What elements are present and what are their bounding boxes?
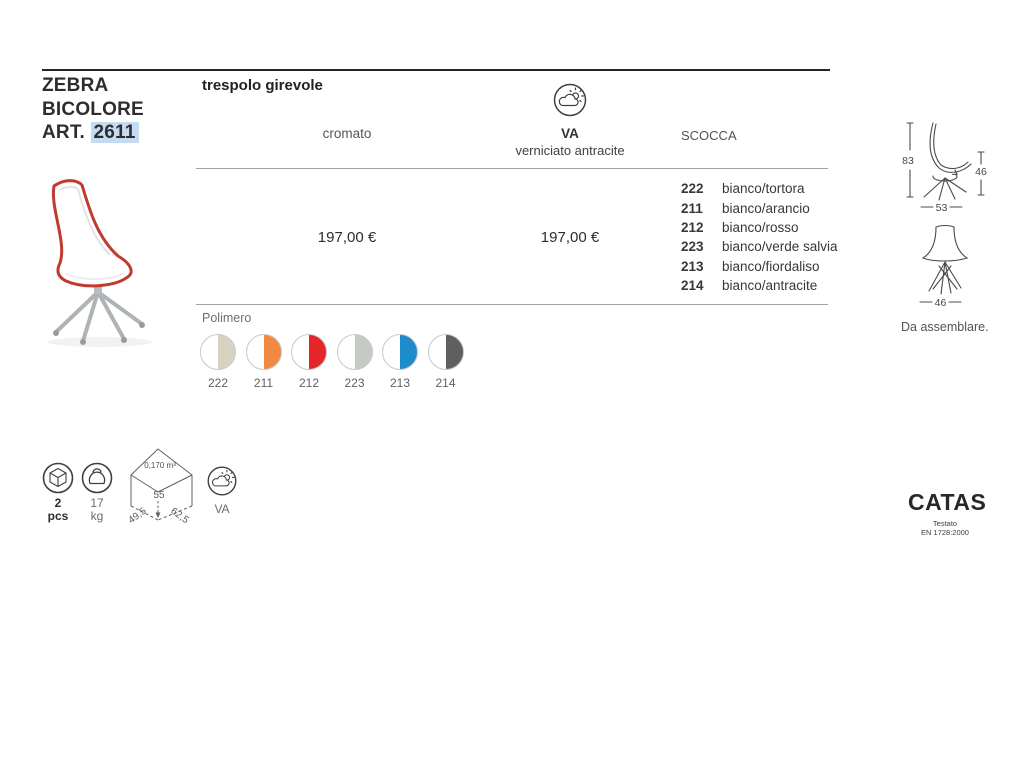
header-divider (42, 69, 830, 71)
color-swatch-212 (291, 334, 327, 390)
catas-standard-label: EN 1728:2000 (921, 528, 969, 537)
scocca-name: bianco/rosso (722, 219, 799, 235)
column-header-va: VA (561, 126, 579, 141)
color-swatch-222 (200, 334, 236, 390)
catas-certification-text (893, 519, 997, 537)
scocca-code: 214 (681, 278, 704, 294)
scocca-code: 212 (681, 219, 704, 235)
weight-unit: kg (90, 509, 104, 523)
column-subheader-va: verniciato antracite (515, 143, 625, 158)
scocca-code: 211 (681, 200, 703, 216)
swatch-code: 212 (298, 376, 320, 390)
front-shell (923, 226, 967, 262)
color-swatch-213 (382, 334, 418, 390)
volume-cube-icon (122, 442, 196, 538)
catas-logo: CATAS (908, 489, 987, 515)
swatch-circle (200, 334, 236, 370)
swatch-code: 223 (344, 376, 365, 390)
catas-tested-label: Testato (932, 519, 958, 528)
dim-width: 46 (934, 297, 947, 309)
section-title: trespolo girevole (202, 77, 323, 94)
chair-shell (53, 181, 131, 286)
volume-value: 0,170 m³ (144, 461, 176, 470)
dimension-diagrams (893, 112, 1013, 312)
swatch-circle (337, 334, 373, 370)
scocca-name: bianco/arancio (722, 200, 810, 216)
scocca-option-223 (681, 237, 838, 256)
color-swatch-223 (337, 334, 373, 390)
dim-seat-height: 46 (975, 166, 987, 178)
dim-depth: 53 (935, 202, 948, 214)
column-header-cromato: cromato (322, 126, 372, 141)
scocca-option-213 (681, 257, 838, 276)
volume-height: 55 (153, 490, 165, 501)
pieces-value: 2 (54, 496, 62, 510)
weather-icon-small (206, 465, 238, 497)
product-name-line2: BICOLORE (42, 98, 144, 120)
price-cromato: 197,00 € (317, 229, 377, 246)
finishes-label: Polimero (202, 311, 252, 325)
column-header-scocca: SCOCCA (681, 128, 737, 143)
table-rule-top (196, 168, 828, 169)
chair-legs (56, 292, 142, 341)
finish-code-label: VA (214, 502, 230, 516)
scocca-name: bianco/fiordaliso (722, 258, 820, 274)
box-icon (42, 462, 74, 494)
dim-height: 83 (902, 155, 914, 167)
scocca-option-211 (681, 198, 838, 217)
scocca-name: bianco/antracite (722, 278, 818, 294)
article-prefix: ART. (42, 122, 86, 143)
scocca-name: bianco/verde salvia (722, 239, 838, 255)
weight-value: 17 (90, 496, 104, 510)
swatch-circle (291, 334, 327, 370)
product-title (42, 74, 144, 145)
volume-depth: 49,5 (126, 505, 149, 527)
arrow-down (156, 513, 161, 519)
side-shell-inner (934, 124, 968, 169)
swatch-circle (246, 334, 282, 370)
pieces-unit: pcs (47, 509, 69, 523)
cloud-shape (559, 94, 578, 105)
scocca-code: 213 (681, 258, 704, 274)
color-swatch-214 (428, 334, 464, 390)
swatch-circle (428, 334, 464, 370)
scocca-options-list (681, 179, 838, 295)
chair-shadow (48, 337, 152, 347)
assembly-note: Da assemblare. (901, 320, 989, 334)
weather-icon (552, 82, 588, 118)
article-number-highlighted: 2611 (91, 122, 139, 143)
swatch-code: 211 (253, 376, 274, 390)
color-swatch-211 (246, 334, 282, 390)
color-swatch-row (200, 334, 464, 390)
product-name-line1: ZEBRA (42, 75, 109, 96)
swatch-code: 222 (207, 376, 229, 390)
weight-icon (81, 462, 113, 494)
scocca-option-222 (681, 179, 838, 198)
scocca-option-212 (681, 218, 838, 237)
swatch-circle (382, 334, 418, 370)
price-va: 197,00 € (540, 229, 600, 246)
table-rule-bottom (196, 304, 828, 305)
scocca-code: 222 (681, 181, 704, 197)
scocca-name: bianco/tortora (722, 181, 805, 197)
chair-product-photo (36, 176, 176, 352)
scocca-code: 223 (681, 239, 704, 255)
scocca-option-214 (681, 276, 838, 295)
swatch-code: 214 (435, 376, 456, 390)
article-number-line (42, 121, 144, 145)
volume-width: 62,5 (168, 505, 191, 527)
swatch-code: 213 (389, 376, 411, 390)
